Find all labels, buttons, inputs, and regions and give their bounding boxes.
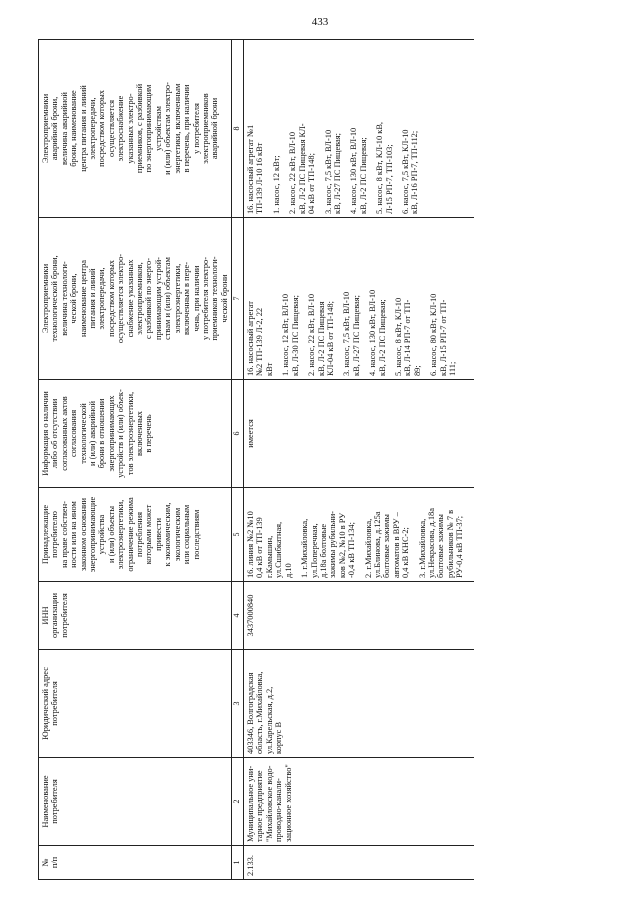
cell-line: 0,4 кВ от ТП-139 (255, 517, 265, 578)
cell-line: ков №2, №10 в РУ (337, 512, 347, 578)
header-row (39, 40, 232, 880)
cell-line: потребления (135, 512, 145, 557)
cell-paragraph (246, 491, 293, 578)
cell-line: 1. насос, 12 кВт; (271, 155, 281, 214)
cell-line: электроснабжение (116, 95, 126, 162)
cell-line: и (или) объекты (106, 506, 116, 563)
cell-line: привести (153, 518, 163, 551)
cell-line: 2. насос, 22 кВт, ВЛ-10 (307, 293, 317, 376)
header-consumer-name (39, 758, 232, 846)
cell-line: посредством которых (106, 260, 116, 337)
cell-line: ограничение режима (125, 497, 135, 572)
cell-line: включенным в пере- (182, 262, 192, 335)
cell-line: 5. насос, 8 кВт, КЛ-10 кВ, (375, 121, 385, 214)
cell-line: на праве собствен- (59, 501, 69, 568)
column-number: 4 (232, 582, 244, 650)
cell-line: потребителя (50, 681, 60, 726)
cell-line: с разбивкой по энерго- (144, 257, 154, 340)
cell-line: 6. насос, 7,5 кВт, КЛ-10 (400, 129, 410, 214)
cell-line: 403346, Волгоградская (246, 672, 256, 754)
cell-line: болтовые зажимы (382, 514, 392, 578)
cell-line: 111; (447, 361, 457, 376)
cell-paragraph (246, 43, 265, 214)
cell-line: и (или) аварийной (88, 401, 98, 466)
cell-line: зажимы рубильни- (328, 511, 338, 578)
cell-paragraph (324, 43, 343, 214)
cell-paragraph (364, 491, 411, 578)
cell-line: снабжение указанных (125, 259, 135, 338)
cell-line: 1. г.Михайловка, (300, 518, 310, 578)
cell-line: Информация о наличии (41, 391, 50, 476)
cell-line: тов электроэнергетики, (125, 391, 135, 476)
cell-line: законном основании (78, 497, 88, 572)
consumer-name (244, 758, 474, 846)
cell-line: у потребителя электро- (200, 257, 210, 340)
cell-line: 16. насосный агрегат №1 (246, 124, 256, 214)
header-reservation-acts (39, 380, 232, 488)
cell-line: приемников, с разбивкой (135, 83, 145, 174)
cell-line: ул.Поперечная, (309, 523, 319, 578)
cell-line: в перечень, при наличии (182, 84, 192, 173)
cell-line: 3. г.Михайловка, (417, 518, 427, 578)
cell-line: КЛ-04 кВ от ТП-148; (325, 301, 335, 376)
column-number-row (232, 40, 244, 880)
cell-line: последствиям (191, 509, 201, 560)
cell-line: устройств и (или) объек- (116, 389, 126, 478)
cell-paragraph (375, 43, 394, 214)
cell-line: потребителю (50, 511, 60, 558)
column-number: 7 (232, 218, 244, 380)
cell-line: 3. насос, 7,5 кВт, ВЛ-10 (323, 129, 333, 214)
cell-line: принимающим устрой- (153, 257, 163, 340)
cell-paragraph (300, 491, 356, 578)
cell-paragraph (342, 221, 361, 376)
cell-line: Наименование (41, 775, 50, 828)
cell-line: кВ, Л-2 ПС Пищевая (316, 301, 326, 376)
cell-line: величина технологи- (59, 261, 69, 336)
cell-line: согласованных актов (59, 396, 69, 471)
cell-line: устройствам (153, 106, 163, 151)
legal-address (244, 650, 474, 758)
cell-line: к экономическим, (163, 502, 173, 567)
cell-line: энергетики, включенным (172, 83, 182, 174)
header-number (39, 846, 232, 880)
cell-paragraph (288, 43, 316, 214)
cell-line: либо об отсутствии (50, 398, 60, 469)
cell-paragraph (349, 43, 368, 214)
cell-line: экологическим (172, 507, 182, 562)
reservation-acts-status: имеется (244, 380, 474, 488)
cell-line: Принадлежащие (41, 504, 50, 565)
cell-line: №2 ТП-139 Л-2, 22 (255, 307, 265, 376)
cell-line: Л-15 РП-7, ТП-103; (384, 144, 394, 214)
cell-line: устройства (97, 514, 107, 555)
cell-line: ческой брони, (69, 273, 79, 324)
cell-line: брони в отношении (97, 398, 107, 469)
cell-line: РУ-0,4 кВ ТП-37; (455, 515, 465, 578)
cell-paragraph (246, 221, 274, 376)
cell-line: Муниципальное уни- (246, 765, 256, 842)
cell-line: электроприемников (200, 93, 210, 164)
cell-line: указанных электро- (125, 93, 135, 164)
row-number: 2.133. (244, 846, 474, 880)
cell-line: ИНН (41, 606, 50, 625)
cell-line: 3. насос, 7,5 кВт, ВЛ-10 (342, 291, 352, 376)
cell-line: ствам и (или) объектам (163, 257, 173, 340)
cell-line: электроэнергетики, (172, 263, 182, 334)
rotated-table-container (38, 40, 628, 880)
cell-line: кВ, Л-2 ПС Пищевая; (377, 299, 387, 376)
cell-line: наименование центра (78, 259, 88, 338)
cell-line: 4. насос, 130 кВт, ВЛ-10 (349, 127, 359, 214)
cell-line: корпус В (274, 721, 284, 754)
cell-line: Электроприемники (41, 263, 50, 334)
cell-line: ТП-139 Л-10 16 кВт (255, 142, 265, 214)
cell-paragraph (394, 221, 422, 376)
cell-line: осуществляется электро- (116, 253, 126, 344)
cell-line: аварийной брони, (50, 96, 60, 161)
cell-line: 6. насос, 80 кВт, КЛ-10 (429, 293, 439, 376)
cell-paragraph (418, 491, 465, 578)
consumer-table (38, 39, 474, 880)
cell-line: согласования (69, 409, 79, 458)
cell-line: по энергопринимающим (144, 84, 154, 173)
cell-line: кВ, Л-27 ПС Пищевая; (332, 133, 342, 214)
cell-line: 2. насос, 22 кВт, ВЛ-10 (288, 131, 298, 214)
cell-line: электроэнергетики, (116, 499, 126, 570)
cell-line: включенных (135, 411, 145, 456)
cell-paragraph (401, 43, 420, 214)
cell-line: аварийной брони (210, 97, 220, 160)
cell-line: питания и линий (88, 268, 98, 329)
emergency-reserve-list (244, 40, 474, 218)
cell-line: 1. насос, 12 кВт, ВЛ-10 (281, 293, 291, 376)
column-number: 1 (232, 846, 244, 880)
cell-line: п/п (50, 856, 60, 869)
cell-line: которыми может (144, 504, 154, 565)
cell-line: "Михайловское водо- (264, 765, 274, 842)
cell-line: брони, наименование (69, 90, 79, 167)
cell-line: проводно-канали- (274, 778, 284, 842)
cell-line: посредством которых (97, 90, 107, 167)
cell-paragraph (281, 221, 300, 376)
cell-line: кВ, Л-15 РП-7 от ТП- (438, 299, 448, 376)
cell-line: потребителя (50, 779, 60, 824)
cell-line: кВ, Л-14 РП-7 от ТП- (403, 299, 413, 376)
table-row (244, 40, 474, 880)
devices-list (244, 488, 474, 582)
cell-line: болтовые зажимы (436, 514, 446, 578)
inn: 3437000840 (244, 582, 474, 650)
technological-reserve-list (244, 218, 474, 380)
cell-line: рубильников № 7 в (445, 509, 455, 578)
cell-line: величина аварийной (59, 92, 69, 165)
cell-line: энергопринимающих (106, 395, 116, 472)
cell-line: электропередачи, (97, 267, 107, 330)
cell-line: кВ, Л-2 ПС Пищевая; (358, 137, 368, 214)
column-number: 6 (232, 380, 244, 488)
cell-line: электропередачи, (88, 97, 98, 160)
cell-line: -0,4 кВ ТП-134; (347, 522, 357, 578)
cell-line: г.Камышин, (264, 535, 274, 578)
column-number: 3 (232, 650, 244, 758)
cell-line: 5. насос, 8 кВт, КЛ-10 (393, 297, 403, 376)
cell-line: ул.Сшибкатная, (274, 521, 284, 578)
cell-line: 0,4 кВ КНС-2; (401, 527, 411, 578)
cell-line: автоматов в ВРУ – (391, 512, 401, 578)
cell-line: или социальным (182, 504, 192, 565)
cell-line: тарное предприятие (255, 770, 265, 842)
cell-line: д.10 (283, 563, 293, 578)
cell-line: организации (50, 593, 60, 638)
cell-line: ности или на ином (69, 501, 79, 568)
cell-line: кВ, Л-16 РП-7, ТП-112; (410, 130, 420, 214)
cell-line: 4. насос, 130 кВт, ВЛ-10 (368, 289, 378, 376)
cell-line: 04 кВ от ТП-148; (307, 153, 317, 214)
cell-line: технологической (78, 403, 88, 464)
header-legal-address (39, 650, 232, 758)
cell-line: приемников технологи- (210, 256, 220, 341)
cell-line: ческой брони (219, 274, 229, 323)
cell-line: кВ, Л-30 ПС Пищевая; (290, 295, 300, 376)
cell-line: энергопринимающие (88, 496, 98, 573)
cell-line: Электроприемники (41, 93, 50, 164)
cell-line: у потребителя (191, 103, 201, 154)
header-emergency-reserve (39, 40, 232, 218)
column-number: 5 (232, 488, 244, 582)
cell-line: центра питания и линий (78, 85, 88, 172)
cell-line: и (или) объектам электро- (163, 82, 173, 175)
cell-line: чень, при наличии (191, 265, 201, 332)
cell-paragraph (307, 221, 335, 376)
cell-line: в перечень (144, 414, 154, 453)
cell-paragraph (272, 43, 281, 214)
cell-line: ул.Некрасова, д.18а (426, 508, 436, 578)
cell-line: д.18а болтовые (318, 523, 328, 578)
cell-line: № (41, 858, 50, 867)
cell-paragraph (429, 221, 457, 376)
table-frame (38, 40, 628, 880)
cell-line: кВ, Л-2 ПС Пищевая КЛ- (297, 123, 307, 214)
column-number: 8 (232, 40, 244, 218)
cell-line: технологической брони, (50, 255, 60, 342)
column-number: 2 (232, 758, 244, 846)
cell-line: кВ, Л-27 ПС Пищевая; (351, 295, 361, 376)
cell-line: потребителя (59, 593, 69, 638)
cell-line: 16. насосный агрегат (246, 301, 256, 376)
header-devices (39, 488, 232, 582)
cell-line: электроприемников, (135, 262, 145, 335)
cell-line: 2. г.Михайловка, (363, 518, 373, 578)
header-technological-reserve (39, 218, 232, 380)
cell-line: кВт (264, 362, 274, 376)
header-inn (39, 582, 232, 650)
cell-paragraph (368, 221, 387, 376)
cell-line: осуществляется (106, 100, 116, 157)
cell-line: Юридический адрес (41, 667, 50, 740)
cell-line: 89; (412, 365, 422, 376)
cell-line: зационное хозяйство" (283, 764, 293, 842)
cell-line: область, г.Михайловка, (255, 671, 265, 754)
cell-line: ул.Карельская, д.2, (264, 686, 274, 754)
cell-line: 16. линия №2 №10 (246, 511, 256, 578)
cell-line: ул.Блинова, д.125а (372, 511, 382, 578)
page-number: 433 (311, 16, 329, 28)
